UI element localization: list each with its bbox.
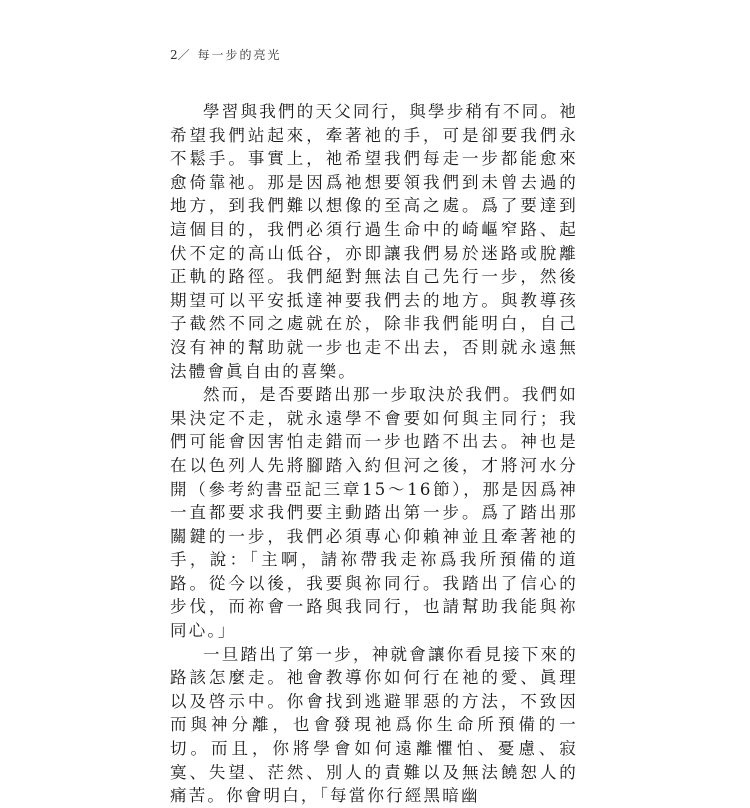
paragraph-1: 學習與我們的天父同行，與學步稍有不同。祂希望我們站起來，牽著祂的手，可是卻要我們永不鬆手。事實上，祂希望我們每走一步都能愈來愈倚靠祂。那是因爲祂想要領我們到未曾去過的地方，到我們難以想像的至高之處。爲了要達到這個目的，我們必須行過生命中的崎嶇窄路、起伏不定的高山低谷，亦即讓我們易於迷路或脫離正軌的路徑。我們絕對無法自己先行一步，然後期望可以平安抵達神要我們去的地方。與教導孩子截然不同之處就在於，除非我們能明白，自己沒有神的幫助就一步也走不出去，否則就永遠無法體會眞自由的喜樂。 [170, 102, 578, 381]
paragraph-2: 然而，是否要踏出那一步取決於我們。我們如果決定不走，就永遠學不會要如何與主同行；我們可能會因害怕走錯而一步也踏不出去。神也是在以色列人先將腳踏入約但河之後，才將河水分開（參考約書亞記三章15～16節），那是因爲神一直都要求我們要主動踏出第一步。爲了踏出那關鍵的一步，我們必須專心仰賴神並且牽著祂的手，說：「主啊，請祢帶我走祢爲我所預備的道路。從今以後，我要與祢同行。我踏出了信心的步伐，而祢會一路與我同行，也請幫助我能與祢同心。」 [170, 385, 578, 641]
body-text [170, 100, 578, 808]
header-separator: ／ [177, 48, 192, 62]
paragraph-3: 一旦踏出了第一步，神就會讓你看見接下來的路該怎麼走。祂會教導你如何行在祂的愛、眞理以及啓示中。你會找到逃避罪惡的方法，不致因而與神分離，也會發現祂爲你生命所預備的一切。而且，你將學會如何遠離懼怕、憂慮、寂寞、失望、茫然、別人的責難以及無法饒恕人的痛苦。你會明白，「每當你行經黑暗幽 [170, 644, 578, 806]
book-title: 每一步的亮光 [197, 48, 282, 62]
page-number: 2 [170, 48, 178, 62]
running-header [170, 46, 282, 63]
